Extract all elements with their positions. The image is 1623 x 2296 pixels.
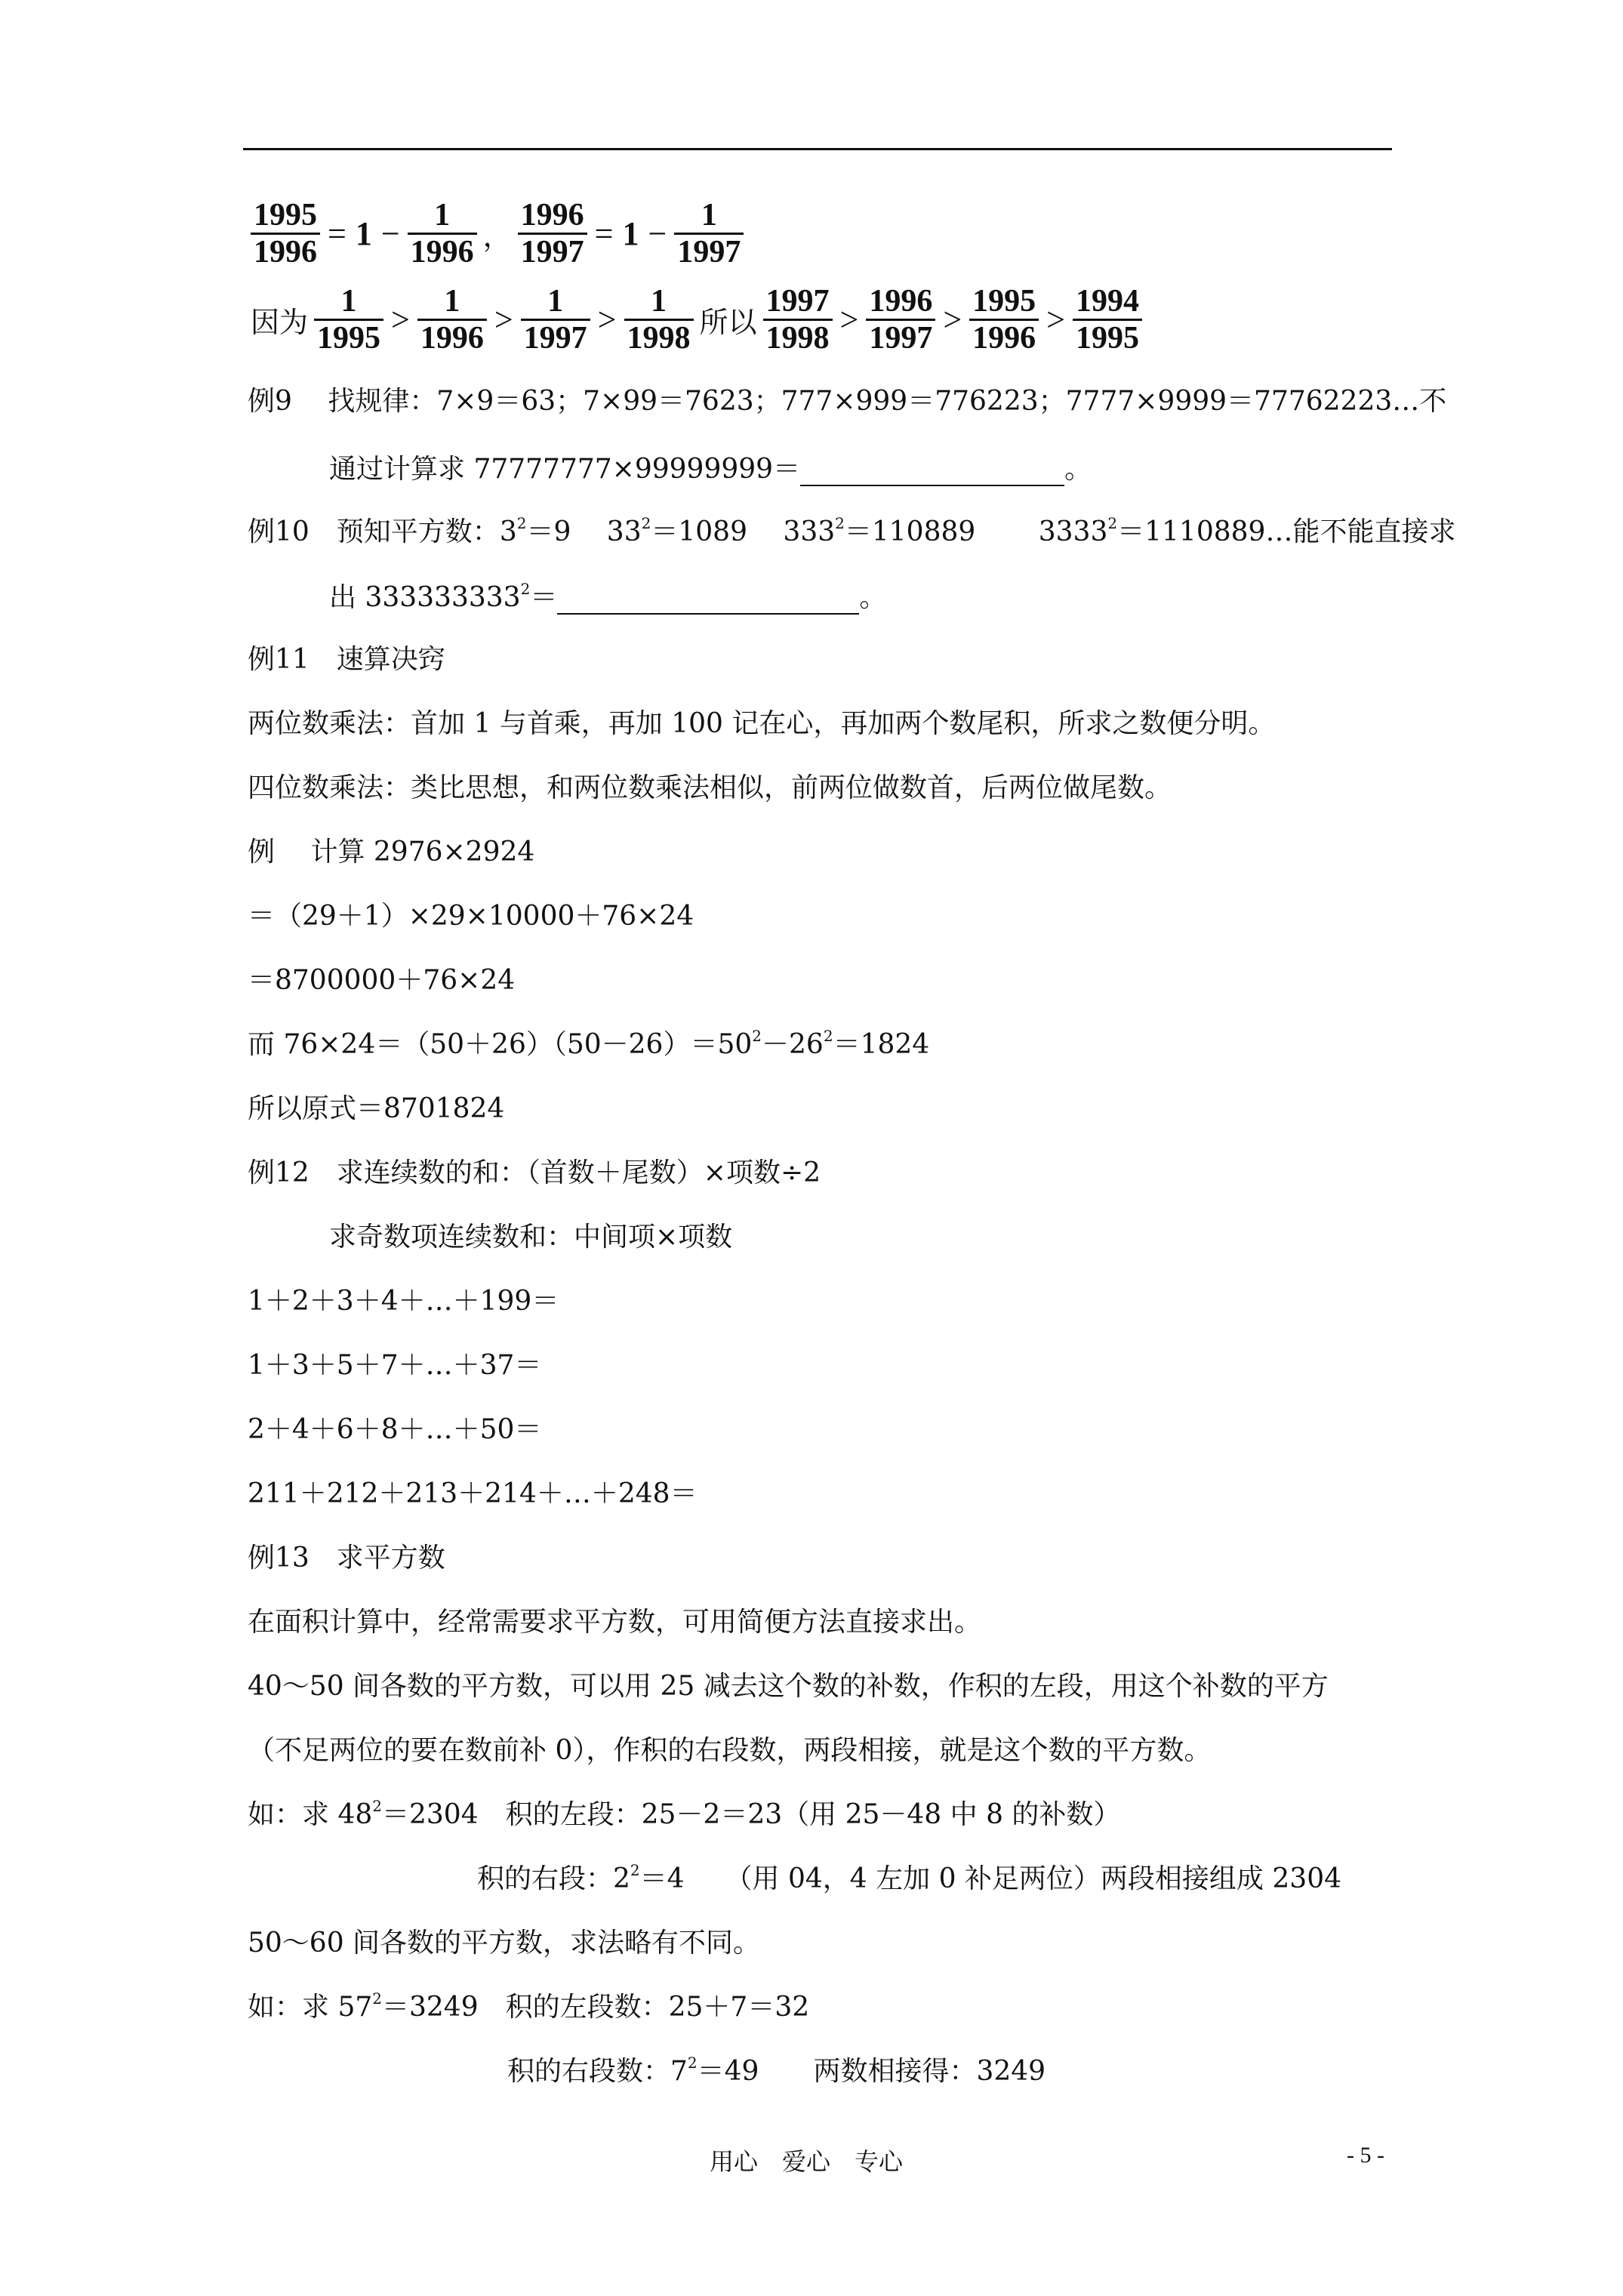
ex13-p1: 在面积计算中，经常需要求平方数，可用简便方法直接求出。 (248, 1607, 982, 1638)
ex12-title: 例12 求连续数的和：（首数＋尾数）×项数÷2 (248, 1157, 821, 1188)
ex11-step2: ＝8700000＋76×24 (248, 965, 516, 996)
fraction: $\frac{1995}{1996}$ (251, 198, 320, 270)
fraction: $\frac{1996}{1997}$ (866, 284, 935, 356)
greater-than-sign: > (597, 301, 617, 338)
ex12-q3: 2＋4＋6＋8＋…＋50＝ (248, 1414, 542, 1445)
ex9-line1: 例9 找规律：7×9＝63；7×99＝7623；777×999＝776223；7777×9999＝77762223…不 (248, 386, 1447, 417)
greater-than-sign: > (1046, 301, 1065, 338)
fraction: $\frac{1}{1997}$ (521, 284, 590, 356)
fraction: $\frac{1994}{1995}$ (1073, 284, 1142, 356)
ex13-p4: 50～60 间各数的平方数，求法略有不同。 (248, 1928, 761, 1959)
comma: ， (482, 220, 512, 253)
header-rule (243, 148, 1392, 150)
ex11-title: 例11 速算决窍 (248, 644, 445, 675)
ex10-line2: 出 $333333333^2=$ 。 (329, 580, 887, 613)
minus-sign: − (380, 215, 400, 252)
greater-than-sign: > (839, 301, 859, 338)
ex11-step1: ＝（29＋1）×29×10000＋76×24 (248, 901, 694, 932)
fraction: $\frac{1}{1995}$ (314, 284, 383, 356)
ex12-q1: 1＋2＋3＋4＋…＋199＝ (248, 1286, 559, 1317)
ex12-q4: 211＋212＋213＋214＋…＋248＝ (248, 1478, 698, 1509)
ex13-p2: 40～50 间各数的平方数，可以用 25 减去这个数的补数，作积的左段，用这个补数的平方 (248, 1671, 1329, 1702)
footer-motto: 用心 爱心 专心 (710, 2147, 904, 2176)
ex12-q2: 1＋3＋5＋7＋…＋37＝ (248, 1350, 542, 1381)
ex11-step3: 而 $76\times 24=(50+26)(50-26)=50^2-26^2=1824$ (248, 1027, 930, 1060)
fraction-line-1 (248, 198, 747, 270)
equals-sign: = (594, 215, 614, 252)
ex13-e4: 积的右段数：$7^2=49$ 两数相接得：3249 (507, 2054, 1046, 2087)
ex10-line1: 例10 预知平方数：$3^2=9$ $33^2=1089$ $333^2=110889$ $3333^2=1110889\dots$能不能直接求 (248, 514, 1456, 547)
ex9-line2: 通过计算求 77777777×99999999＝ 。 (329, 454, 1092, 485)
ex11-example: 例 计算 2976×2924 (248, 837, 535, 868)
equals-sign: = (328, 215, 346, 252)
fraction: $\frac{1}{1998}$ (624, 284, 694, 356)
ex13-e2: 积的右段：$2^2=4$ （用 04，4 左加 0 补足两位）两段相接组成 2304 (477, 1861, 1341, 1894)
fraction: $\frac{1997}{1998}$ (763, 284, 833, 356)
ex13-title: 例13 求平方数 (248, 1542, 445, 1573)
page-number: - 5 - (1347, 2143, 1384, 2168)
ex11-step4: 所以原式＝8701824 (248, 1093, 505, 1124)
answer-blank (800, 459, 1064, 486)
ex13-e1: 如：求 $48^2=2304$ 积的左段：25－2＝23（用 25－48 中 8 的补数） (248, 1797, 1121, 1830)
ex11-rule2: 四位数乘法：类比思想，和两位数乘法相似，前两位做数首，后两位做尾数。 (248, 772, 1172, 803)
fraction: $\frac{1995}{1996}$ (969, 284, 1039, 356)
greater-than-sign: > (943, 301, 962, 338)
minus-sign: − (648, 215, 667, 252)
fraction: $\frac{1}{1997}$ (674, 198, 744, 270)
so-text: 所以 (699, 306, 757, 339)
answer-blank (557, 587, 859, 615)
fraction: $\frac{1}{1996}$ (417, 284, 487, 356)
because-text: 因为 (251, 306, 309, 339)
number: 1 (355, 215, 372, 252)
ex13-p3: （不足两位的要在数前补 0），作积的右段数，两段相接，就是这个数的平方数。 (248, 1735, 1212, 1766)
ex11-rule1: 两位数乘法：首加 1 与首乘，再加 100 记在心，再加两个数尾积，所求之数便分明。 (248, 708, 1276, 739)
fraction: $\frac{1}{1996}$ (408, 198, 477, 270)
number: 1 (622, 215, 639, 252)
fraction-line-2 (248, 284, 1145, 356)
greater-than-sign: > (494, 301, 513, 338)
ex12-sub: 求奇数项连续数和：中间项×项数 (329, 1222, 733, 1253)
greater-than-sign: > (391, 301, 410, 338)
fraction: $\frac{1996}{1997}$ (518, 198, 587, 270)
ex13-e3: 如：求 $57^2=3249$ 积的左段数：25＋7＝32 (248, 1989, 810, 2023)
